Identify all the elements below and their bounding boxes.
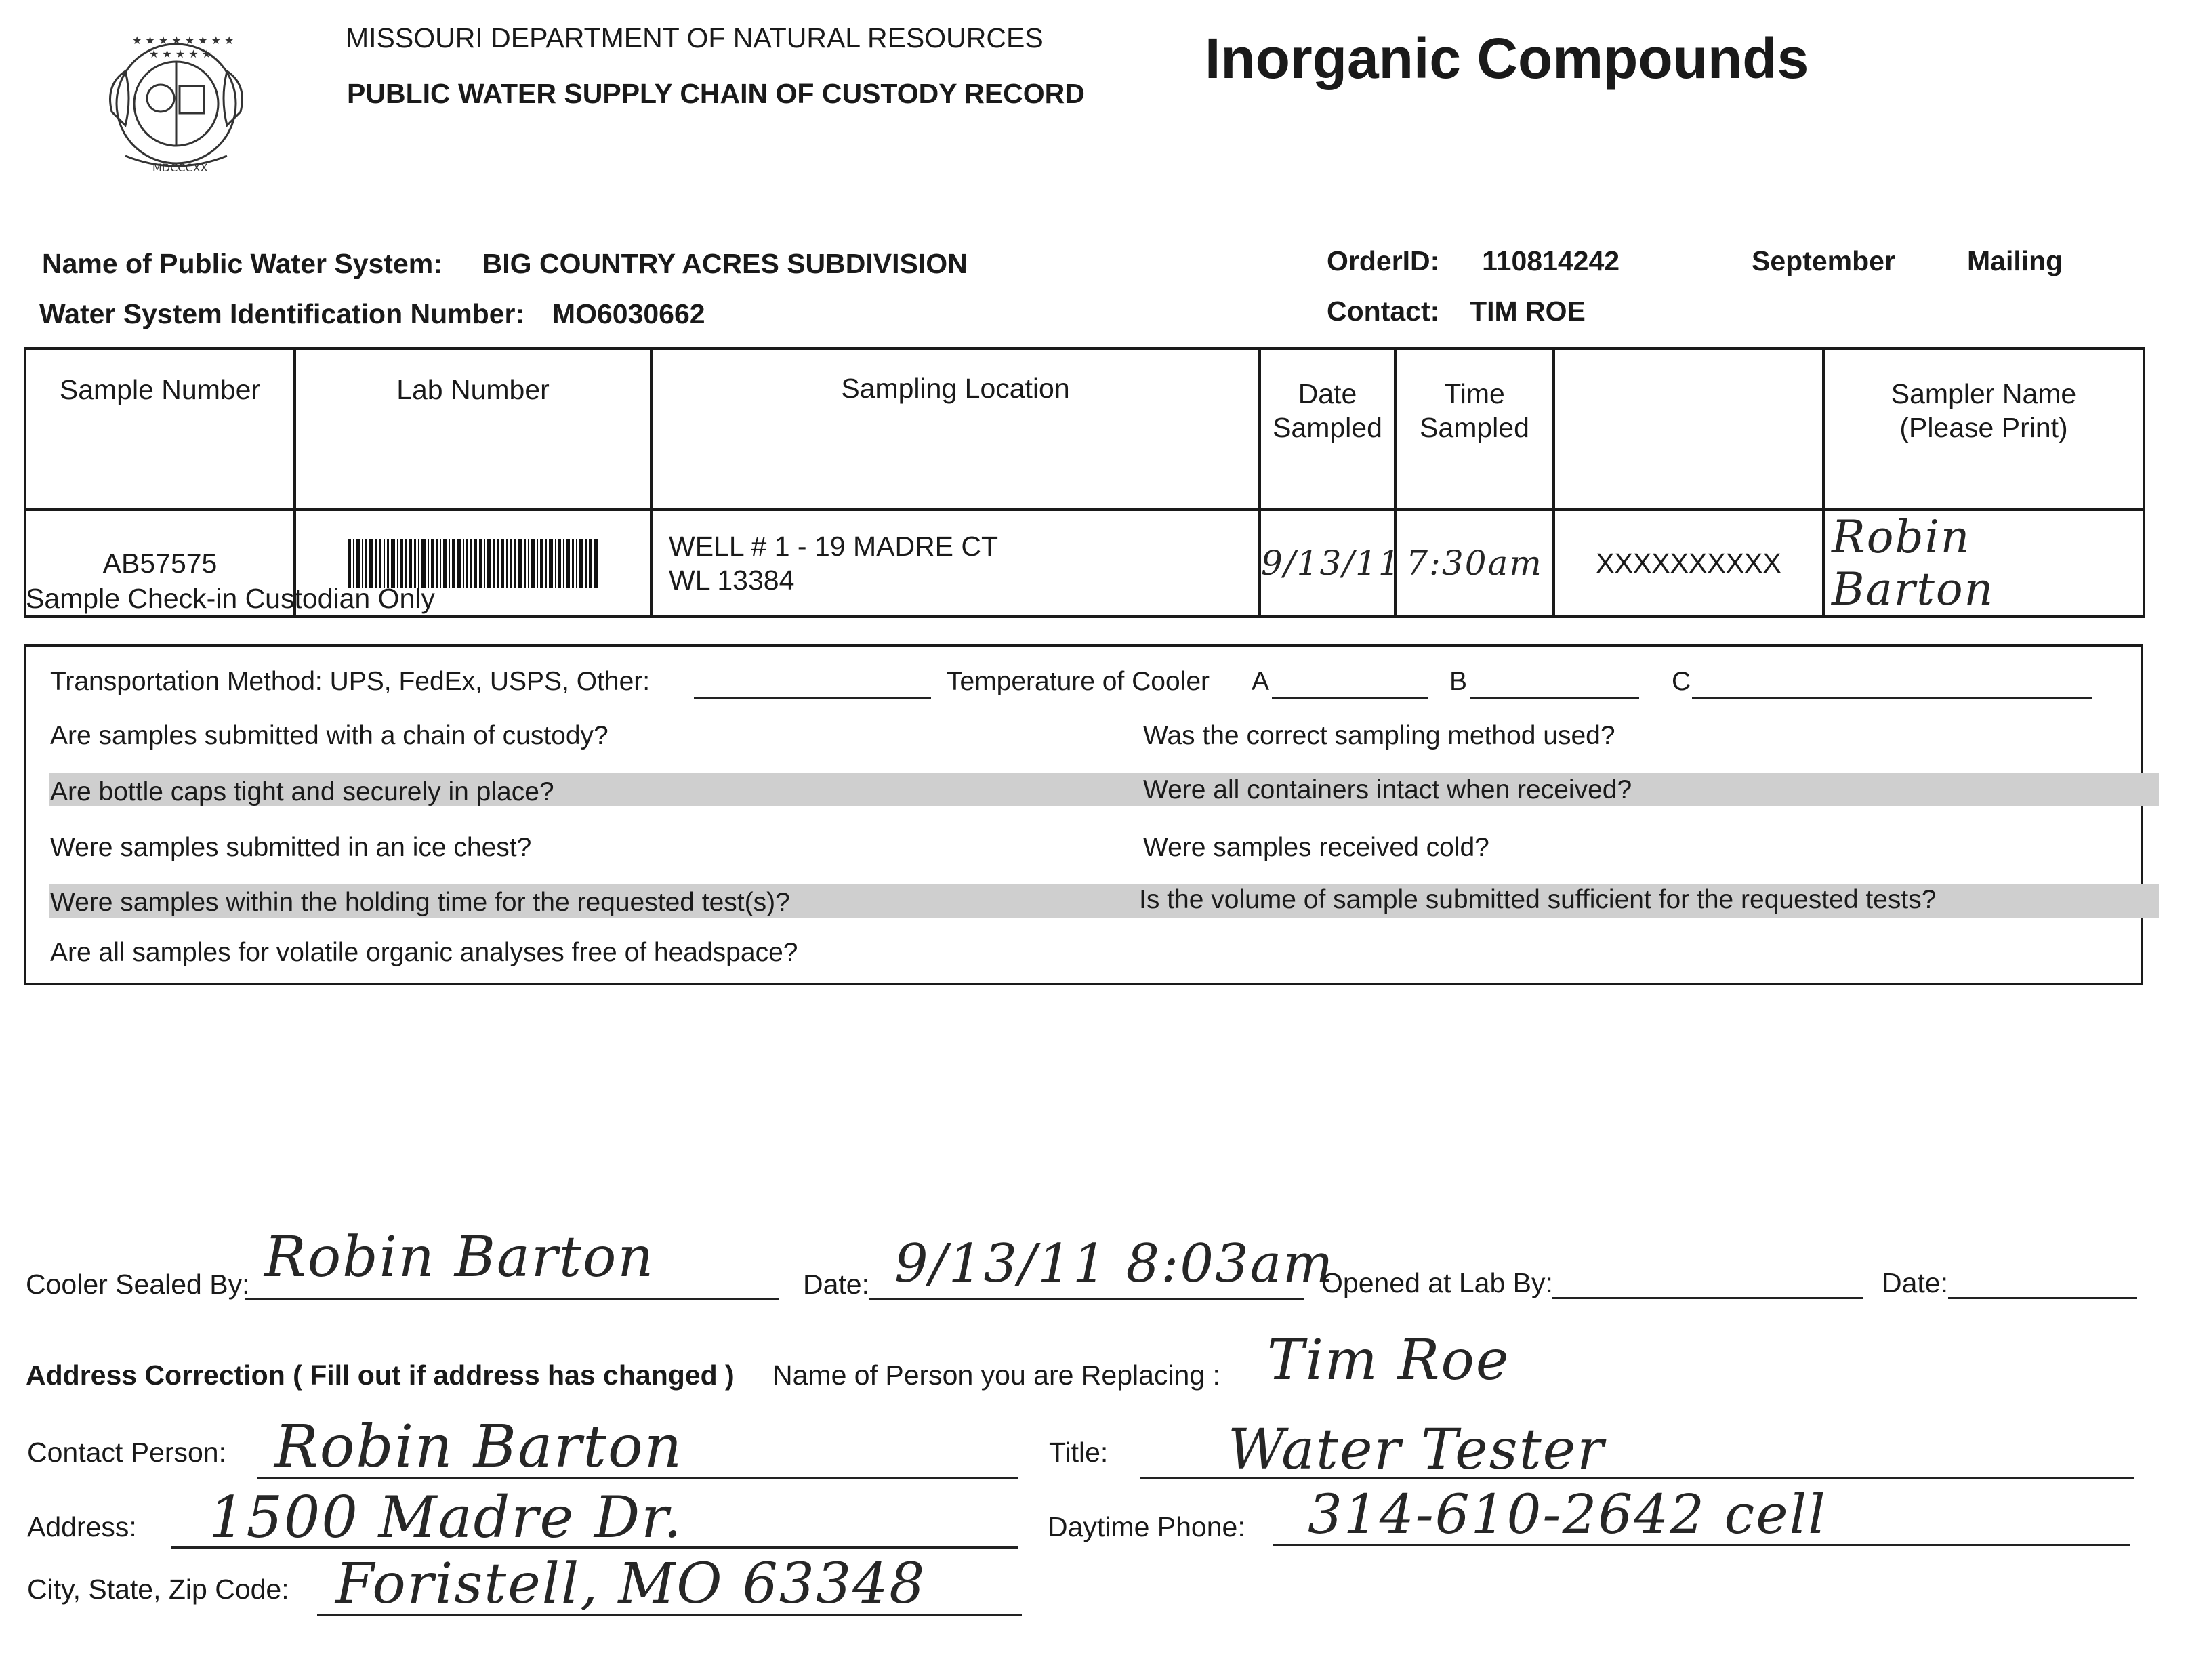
temp-c-label: C — [1672, 667, 1691, 696]
system-name-row — [42, 248, 968, 280]
temp-a-line — [1272, 697, 1428, 699]
header-blank — [1554, 348, 1823, 510]
question-received-cold: Were samples received cold? — [1143, 833, 1489, 862]
svg-text:★ ★ ★ ★ ★ ★ ★ ★: ★ ★ ★ ★ ★ ★ ★ ★ — [132, 34, 234, 47]
sample-number-cell: AB57575 — [25, 510, 295, 617]
svg-text:MDCCCXX: MDCCCXX — [152, 161, 208, 174]
system-id-label: Water System Identification Number: — [39, 298, 525, 329]
temperature-label: Temperature of Cooler — [947, 667, 1210, 696]
question-ice-chest: Were samples submitted in an ice chest? — [50, 833, 532, 862]
question-bottle-caps: Are bottle caps tight and securely in place? — [50, 777, 554, 806]
contact-label: Contact: — [1327, 295, 1440, 327]
custodian-label: Sample Check-in Custodian Only — [26, 583, 435, 614]
header-sampler-name — [1823, 348, 2144, 510]
system-id-value: MO6030662 — [552, 298, 705, 329]
title-label: Title: — [1049, 1437, 1109, 1468]
question-holding-time: Were samples within the holding time for the requested test(s)? — [50, 888, 790, 917]
header-sampler-line2: (Please Print) — [1899, 412, 2068, 443]
address-correction-heading: Address Correction ( Fill out if address has changed ) — [26, 1359, 735, 1391]
daytime-phone-value: 314-610-2642 cell — [1308, 1483, 1827, 1546]
header-sample-number: Sample Number — [25, 348, 295, 510]
header-date-line2: Sampled — [1273, 412, 1382, 443]
title-value: Water Tester — [1228, 1418, 1605, 1482]
time-sampled-cell: 7:30am — [1395, 510, 1554, 617]
temp-a-label: A — [1252, 667, 1270, 696]
opened-at-lab-line — [1552, 1297, 1863, 1299]
daytime-phone-label: Daytime Phone: — [1048, 1511, 1245, 1542]
question-chain-of-custody: Are samples submitted with a chain of custody? — [50, 721, 608, 750]
svg-text:★ ★ ★ ★ ★: ★ ★ ★ ★ ★ — [149, 47, 212, 60]
system-name-label: Name of Public Water System: — [42, 248, 442, 279]
location-line1: WELL # 1 - 19 MADRE CT — [669, 531, 999, 562]
seal-date-line — [869, 1298, 1304, 1300]
sample-table-header — [25, 348, 2144, 510]
temp-b-line — [1470, 697, 1639, 699]
order-id-label: OrderID: — [1327, 245, 1440, 276]
missouri-state-seal-icon — [85, 24, 268, 176]
cooler-sealed-line — [245, 1298, 779, 1300]
system-name-value: BIG COUNTRY ACRES SUBDIVISION — [482, 248, 968, 279]
location-line2: WL 13384 — [669, 565, 795, 596]
cooler-sealed-value: Robin Barton — [264, 1225, 655, 1290]
redacted-cell: XXXXXXXXXX — [1554, 510, 1823, 617]
city-state-zip-label: City, State, Zip Code: — [27, 1574, 289, 1605]
sample-table — [24, 347, 2145, 618]
replacing-label: Name of Person you are Replacing : — [772, 1359, 1220, 1391]
date-sampled-cell: 9/13/11 — [1260, 510, 1395, 617]
question-volume-sufficient: Is the volume of sample submitted sufficient for the requested tests? — [1139, 885, 1937, 914]
seal-date-value: 9/13/11 8:03am — [894, 1233, 1335, 1294]
header-time-line1: Time — [1444, 378, 1505, 409]
address-label: Address: — [27, 1511, 137, 1542]
seal-date-label: Date: — [803, 1269, 869, 1300]
lab-date-line — [1948, 1297, 2137, 1299]
contact-value: TIM ROE — [1470, 295, 1586, 327]
contact-row — [1327, 295, 1586, 327]
sampling-location-cell — [651, 510, 1260, 617]
header-date-line1: Date — [1298, 378, 1357, 409]
question-containers-intact: Were all containers intact when received? — [1143, 775, 1632, 804]
city-state-zip-value: Foristell, MO 63348 — [335, 1552, 926, 1616]
lab-date-label: Date: — [1882, 1267, 1948, 1298]
mailing-label: Mailing — [1967, 245, 2063, 276]
header-lab-number: Lab Number — [295, 348, 651, 510]
header-sampling-location: Sampling Location — [651, 348, 1260, 510]
custodian-box — [24, 644, 2143, 985]
header-sampler-line1: Sampler Name — [1891, 378, 2077, 409]
agency-name: MISSOURI DEPARTMENT OF NATURAL RESOURCES — [346, 22, 1044, 54]
question-headspace: Are all samples for volatile organic analyses free of headspace? — [50, 938, 798, 967]
order-id-row — [1327, 245, 1619, 277]
transport-label: Transportation Method: UPS, FedEx, USPS, Other: — [50, 667, 651, 696]
sampler-name-cell: Robin Barton — [1823, 510, 2144, 617]
month-label: September — [1752, 245, 1895, 276]
record-title: PUBLIC WATER SUPPLY CHAIN OF CUSTODY RECORD — [347, 78, 1085, 109]
header-time-sampled — [1395, 348, 1554, 510]
contact-person-label: Contact Person: — [27, 1437, 226, 1468]
contact-person-value: Robin Barton — [274, 1413, 684, 1481]
system-id-row — [39, 298, 705, 330]
document-title: Inorganic Compounds — [1205, 26, 1809, 90]
opened-at-lab-label: Opened at Lab By: — [1321, 1267, 1553, 1298]
header-time-line2: Sampled — [1420, 412, 1529, 443]
temp-b-label: B — [1449, 667, 1468, 696]
question-sampling-method: Was the correct sampling method used? — [1143, 721, 1615, 750]
order-id-value: 110814242 — [1482, 245, 1620, 276]
barcode-icon — [348, 539, 598, 588]
address-value: 1500 Madre Dr. — [209, 1484, 683, 1551]
replacing-value: Tim Roe — [1267, 1328, 1510, 1393]
transport-other-line — [694, 697, 931, 699]
header-date-sampled — [1260, 348, 1395, 510]
cooler-sealed-label: Cooler Sealed By: — [26, 1269, 250, 1300]
temp-c-line — [1692, 697, 2092, 699]
